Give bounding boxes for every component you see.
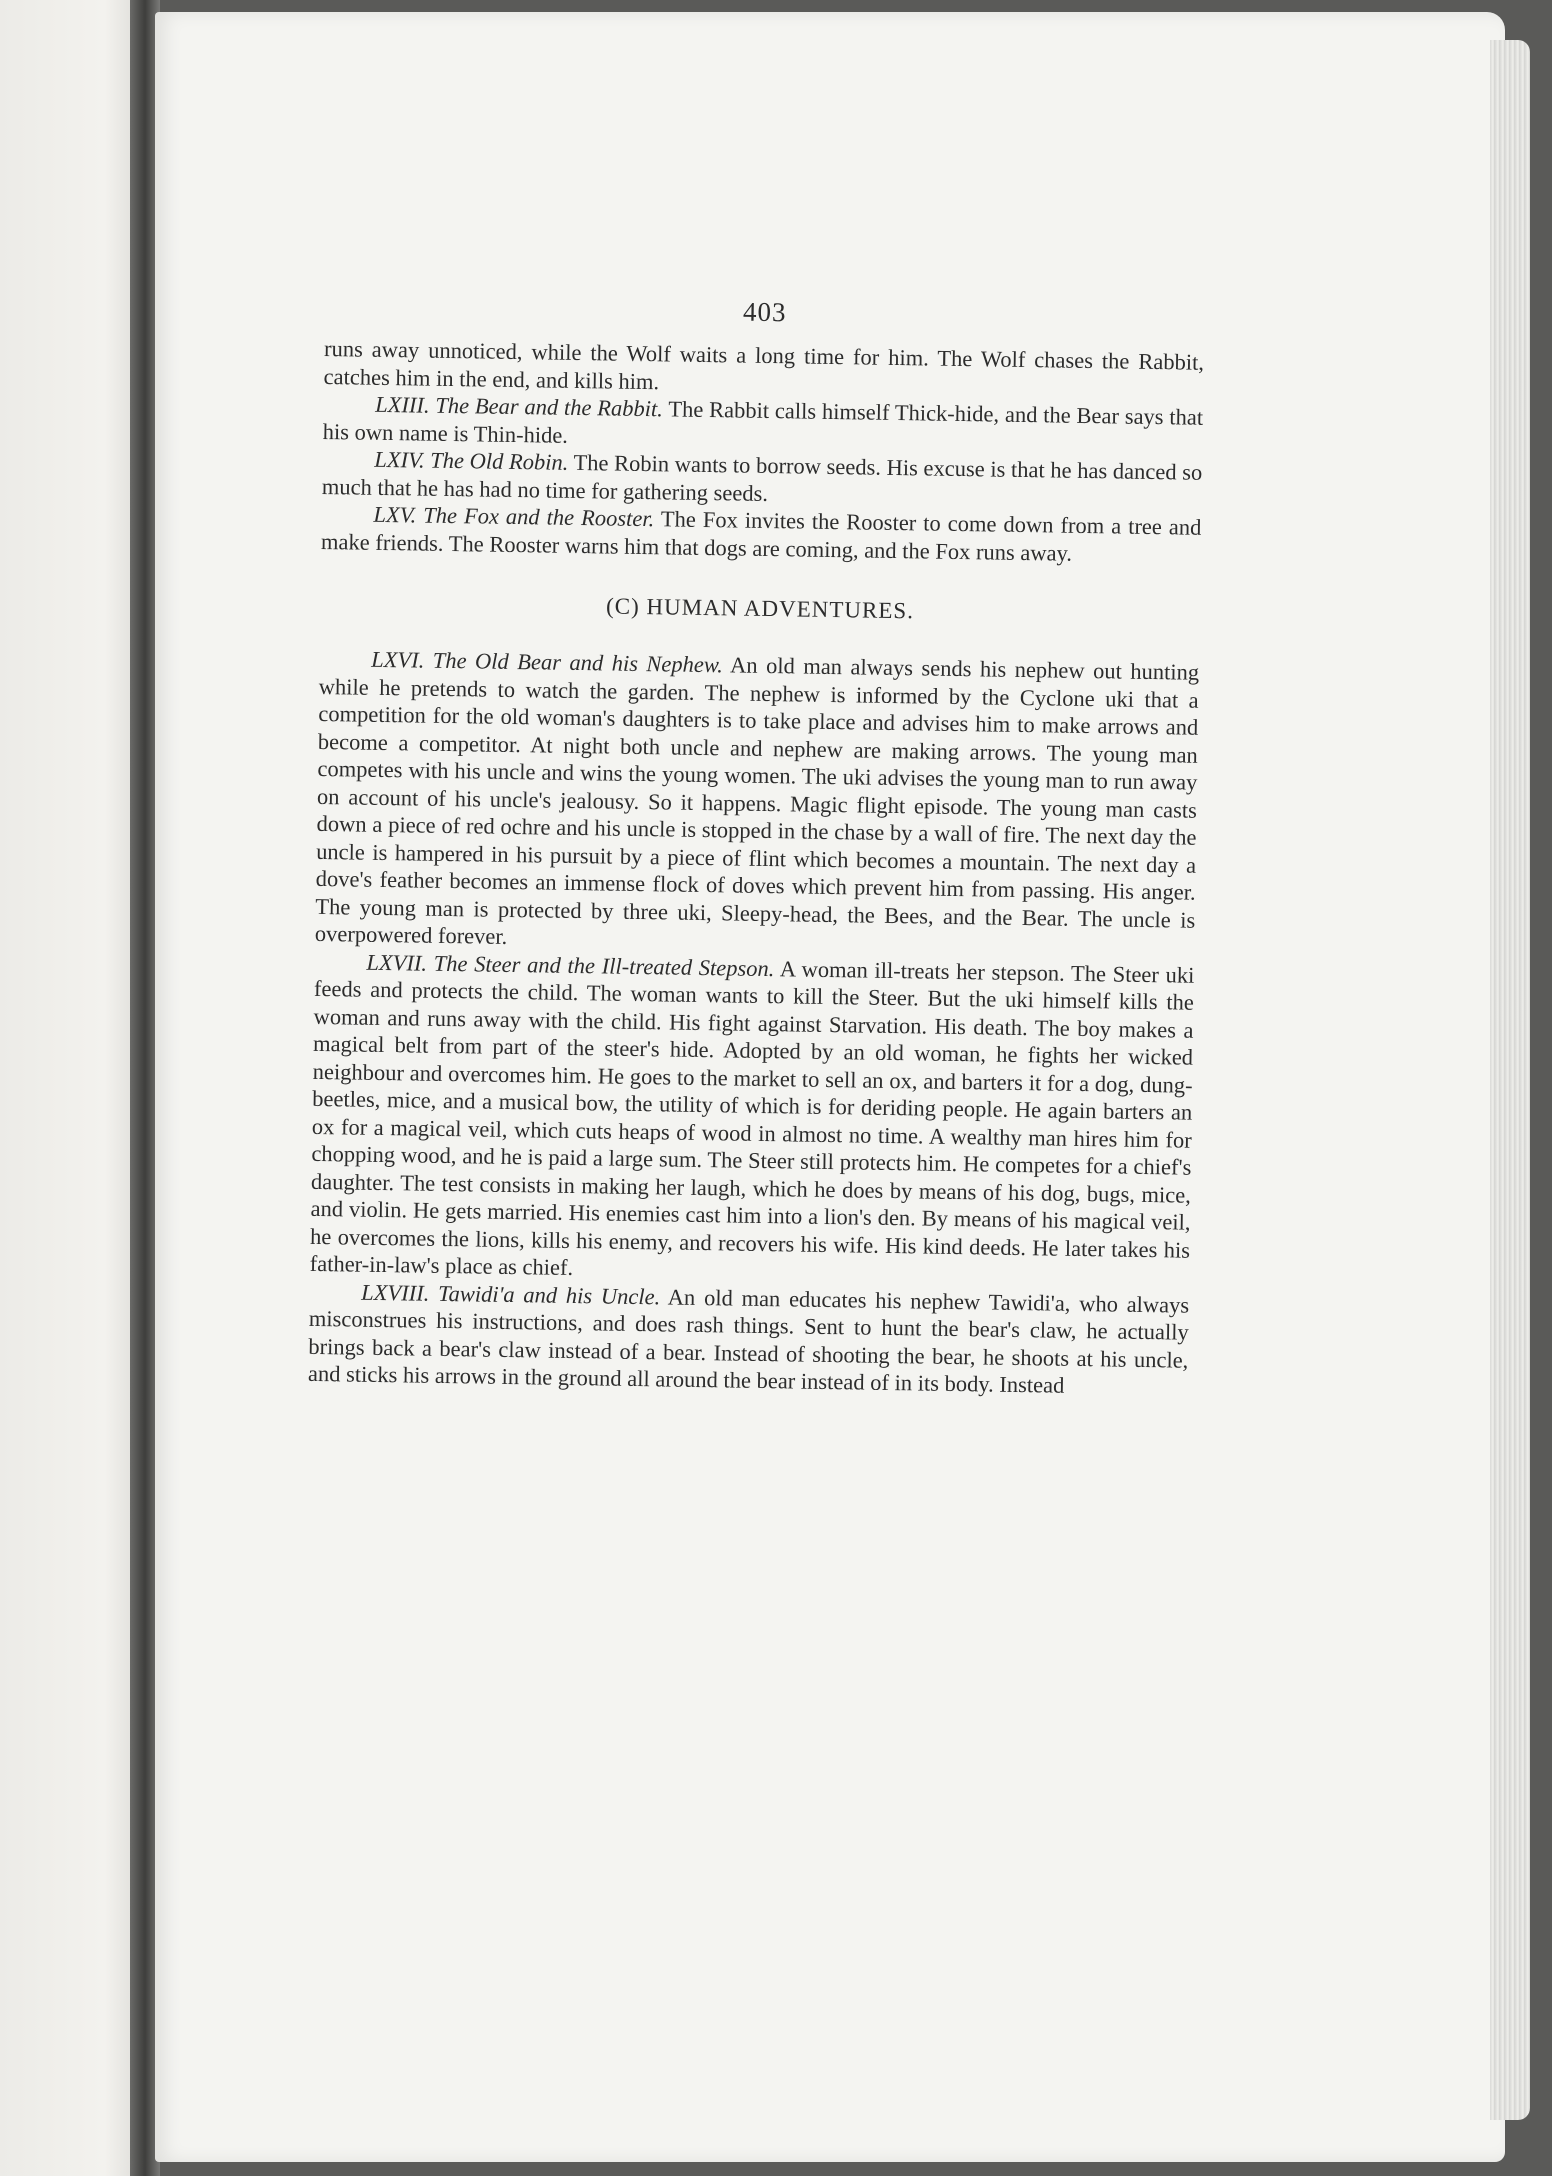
entry-lxvii-text: A woman ill-treats her stepson. The Steer uki feeds and protects the child. The woman wants to kill the Steer. But the uki himself kills the woman and runs away with the child. His fight against Starvation. His death. The boy makes a magical belt from part of the steer's hide. Adopted by an old woman, he fights her wicked neighbour and overcomes him. He goes to the market to sell an ox, and barters it for a dog, dung-beetles, mice, and a musical bow, the utility of which is for deriding people. He again barters an ox for a magical veil, which cuts heaps of wood in almost no time. A wealthy man hires him for chopping wood, and he is paid a large sum. The Steer still protects him. He competes for a chief's daughter. The test consists in making her laugh, which he does by means of his dog, bugs, mice, and violin. He gets married. His enemies cast him into a lion's den. By means of his magical veil, he overcomes the lions, kills his enemy, and recovers his wife. His kind deeds. He later takes his father-in-law's place as chief. [309,955,1195,1281]
page-number: 403 [742,296,787,328]
section-heading: (C) HUMAN ADVENTURES. [605,593,915,624]
entry-lxv-title: LXV. The Fox and the Rooster. [373,501,655,532]
entry-lxiv-text: The Robin wants to borrow seeds. His excuse is that he has danced so much that he has had no time for gathering seeds. [321,449,1203,506]
entry-lxvi-text: An old man always sends his nephew out hunting while he pretends to watch the garden. The nephew is informed by the Cyclone uki that a competition for the old woman's daughters is to take place and advises him to make arrows and become a competitor. At night both uncle and nephew are making arrows. The young man competes with his uncle and wins the young women. The uki advises the young man to run away on account of his uncle's jealousy. So it happens. Magic flight episode. The young man casts down a piece of red ochre and his uncle is stopped in the chase by a wall of fire. The next day the uncle is hampered in his pursuit by a piece of flint which becomes a mountain. The next day a dove's feather becomes an immense flock of doves which prevent him from passing. His anger. The young man is protected by three uki, Sleepy-head, the Bees, and the Bear. The uncle is overpowered forever. [314,652,1200,949]
opening-text: runs away unnoticed, while the Wolf waits a long time for him. The Wolf chases the Rabbit, catches him in the end, and kills him. [323,335,1205,394]
entry-lxv-text: The Fox invites the Rooster to come down from a tree and make friends. The Rooster warns him that dogs are coming, and the Fox runs away. [320,506,1202,566]
page-text-block [302,290,1205,1784]
entry-lxvi [315,645,1200,961]
entry-lxviii-title: LXVIII. Tawidi'a and his Uncle. [361,1279,661,1309]
entry-lxiv-title: LXIV. The Old Robin. [374,446,569,475]
entry-lxvi-title: LXVI. The Old Bear and his Nephew. [371,646,724,678]
entry-lxiii-text: The Rabbit calls himself Thick-hide, and the Bear says that his own name is Thin-hide. [322,396,1204,448]
entry-lxiii-title: LXIII. The Bear and the Rabbit. [375,391,664,422]
entry-lxviii [308,1277,1190,1401]
left-page-edge [0,0,150,2176]
entry-lxvii-title: LXVII. The Steer and the Ill-treated Stepson. [366,949,775,981]
entry-lxvii [309,947,1194,1291]
page-edges [1490,40,1530,2120]
entry-lxviii-text: An old man educates his nephew Tawidi'a, who always misconstrues his instructions, and does rash things. Sent to hunt the bear's claw, he actually brings back a bear's claw instead of a bear. Instead of shooting the bear, he shoots at his uncle, and sticks his arrows in the ground all around the bear instead of in its body. Instead [307,1284,1190,1398]
